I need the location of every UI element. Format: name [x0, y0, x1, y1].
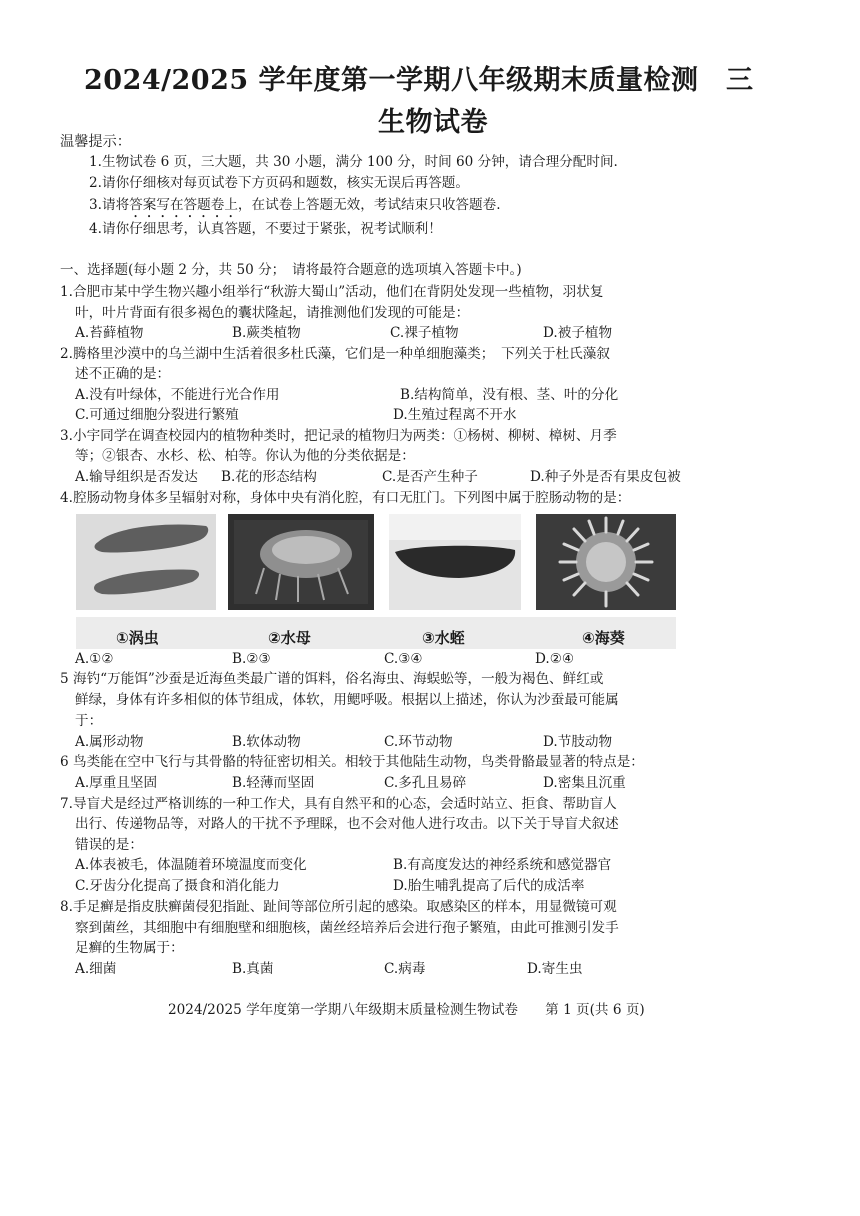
option-b: B.真菌: [232, 961, 274, 977]
tip-item: [89, 197, 501, 221]
question-6-line: 6 鸟类能在空中飞行与其骨骼的特征密切相关。相较于其他陆生动物，鸟类骨骼最显著的特点是：: [60, 754, 644, 770]
question-5-line: 于：: [75, 713, 103, 729]
option-d: D.密集且沉重: [543, 775, 626, 791]
question-8-line: 8.手足癣是指皮肤癣菌侵犯指趾、趾间等部位所引起的感染。取感染区的样本，用显微镜可观: [60, 899, 617, 915]
option-b: B.②③: [232, 651, 271, 667]
section-heading: 一、选择题(每小题 2 分，共 50 分； 请将最符合题意的选项填入答题卡中。): [60, 262, 522, 278]
caption-sea-anemone: ④海葵: [582, 629, 625, 647]
option-d: D.被子植物: [543, 325, 613, 341]
option-b: B.花的形态结构: [221, 469, 317, 485]
question-7-line: 出行、传递物品等，对路人的干扰不予理睬，也不会对他人进行攻击。以下关于导盲犬叙述: [75, 816, 619, 832]
option-a: A.厚重且坚固: [75, 775, 158, 791]
question-3-line: 等；②银杏、水杉、松、柏等。你认为他的分类依据是：: [75, 448, 415, 464]
option-a: A.体表被毛，体温随着环境温度而变化: [75, 857, 307, 873]
tip-item-emphasis: 答案写在答题卷上: [129, 197, 238, 213]
option-d: D.寄生虫: [527, 961, 583, 977]
question-1-line: 叶，叶片背面有很多褐色的囊状隆起，请推测他们发现的可能是：: [75, 305, 470, 321]
option-c: C.③④: [384, 651, 423, 667]
question-5-line: 5 海钓“万能饵”沙蚕是近海鱼类最广谱的饵料，俗名海虫、海蜈蚣等，一般为褐色、鲜红或: [60, 671, 604, 687]
option-d: D.节肢动物: [543, 734, 613, 750]
question-1-line: 1.合肥市某中学生物兴趣小组举行“秋游大蜀山”活动，他们在背阴处发现一些植物，羽状复: [60, 284, 604, 300]
option-a: A.属形动物: [75, 734, 144, 750]
caption-planarian: ①涡虫: [116, 629, 159, 647]
caption-leech: ③水蛭: [422, 629, 465, 647]
option-d: D.②④: [535, 651, 575, 667]
option-c: C.牙齿分化提高了摄食和消化能力: [75, 878, 280, 894]
exam-subtitle: 生物试卷: [378, 107, 488, 138]
option-b: B.轻薄而坚固: [232, 775, 315, 791]
option-d: D.生殖过程离不开水: [393, 407, 517, 423]
question-2-line: 述不正确的是：: [75, 366, 171, 382]
question-8-line: 足癣的生物属于：: [75, 940, 184, 956]
option-a: A.①②: [75, 651, 114, 667]
option-a: A.没有叶绿体，不能进行光合作用: [75, 387, 280, 403]
leech-image: [389, 514, 521, 610]
question-7-line: 7.导盲犬是经过严格训练的一种工作犬，具有自然平和的心态，会适时站立、拒食、帮助盲人: [60, 796, 617, 812]
option-c: C.是否产生种子: [382, 469, 478, 485]
option-c: C.裸子植物: [390, 325, 459, 341]
option-a: A.细菌: [75, 961, 117, 977]
option-d: D.胎生哺乳提高了后代的成活率: [393, 878, 585, 894]
question-2-line: 2.腾格里沙漠中的乌兰湖中生活着很多杜氏藻，它们是一种单细胞藻类； 下列关于杜氏藻叙: [60, 346, 610, 362]
jellyfish-image: [228, 514, 374, 610]
page-footer: 2024/2025 学年度第一学期八年级期末质量检测生物试卷 第 1 页(共 6 页): [168, 1002, 645, 1018]
question-5-line: 鲜绿，身体有许多相似的体节组成，体软，用鳃呼吸。根据以上描述，你认为沙蚕最可能属: [75, 692, 619, 708]
option-b: B.有高度发达的神经系统和感觉器官: [393, 857, 612, 873]
question-3-line: 3.小宇同学在调查校园内的植物种类时，把记录的植物归为两类：①杨树、柳树、樟树、月季: [60, 428, 617, 444]
question-7-line: 错误的是：: [75, 837, 143, 853]
option-c: C.多孔且易碎: [384, 775, 467, 791]
sea-anemone-image: [536, 514, 676, 610]
option-c: C.病毒: [384, 961, 426, 977]
option-a: A.苔藓植物: [75, 325, 144, 341]
option-d: D.种子外是否有果皮包被: [530, 469, 681, 485]
tip-item: 1.生物试卷 6 页，三大题，共 30 小题，满分 100 分，时间 60 分钟，请合理分配时间.: [89, 154, 618, 170]
option-b: B.软体动物: [232, 734, 301, 750]
caption-jellyfish: ②水母: [268, 629, 311, 647]
tip-item-post: ，在试卷上答题无效，考试结束只收答题卷.: [237, 197, 501, 213]
tips-heading: 温馨提示：: [60, 134, 131, 150]
option-b: B.蕨类植物: [232, 325, 301, 341]
option-c: C.可通过细胞分裂进行繁殖: [75, 407, 239, 423]
tip-item: 2.请你仔细核对每页试卷下方页码和题数，核实无误后再答题。: [89, 175, 469, 191]
tip-item-pre: 3.请将: [89, 197, 130, 213]
exam-title: 2024/2025 学年度第一学期八年级期末质量检测 三: [84, 65, 754, 96]
question-4-line: 4.腔肠动物身体多呈辐射对称，身体中央有消化腔，有口无肛门。下列图中属于腔肠动物的是：: [60, 490, 631, 506]
tip-item: 4.请你仔细思考，认真答题，不要过于紧张，祝考试顺利！: [89, 221, 442, 237]
option-b: B.结构简单，没有根、茎、叶的分化: [400, 387, 619, 403]
option-a: A.输导组织是否发达: [75, 469, 198, 485]
planarian-image: [76, 514, 216, 610]
option-c: C.环节动物: [384, 734, 453, 750]
question-8-line: 察到菌丝，其细胞中有细胞壁和细胞核，菌丝经培养后会进行孢子繁殖，由此可推测引发手: [75, 920, 619, 936]
